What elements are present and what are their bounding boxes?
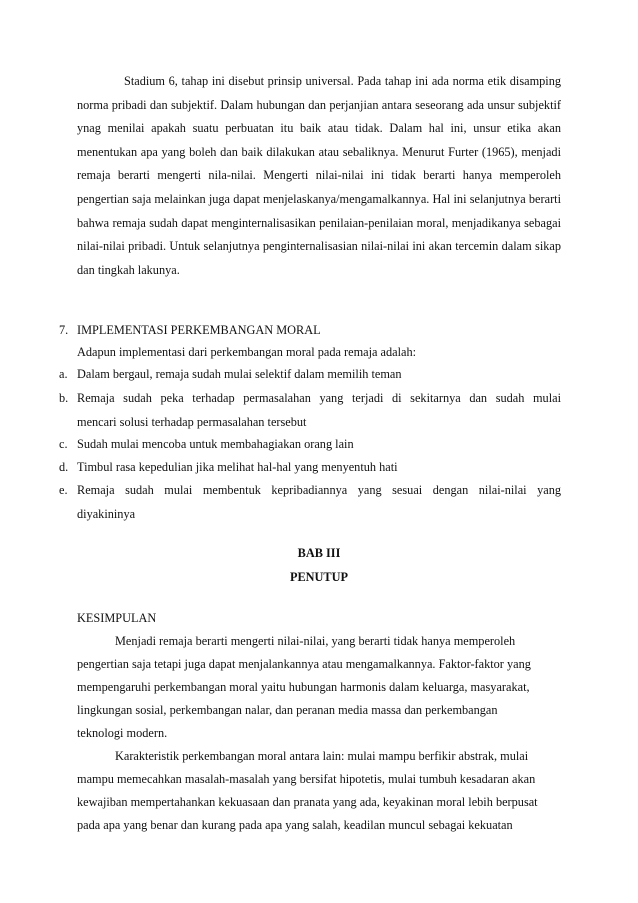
stadium-6-paragraph: Stadium 6, tahap ini disebut prinsip universal. Pada tahap ini ada norma etik disamping norma pribadi dan subjektif. Dalam hubungan dan perjanjian antara seseorang ada unsur subjektif ynag menilai apakah suatu perbuatan itu baik atau tidak. Dalam hal ini, unsur etika akan menentukan apa yang boleh dan baik dilakukan atau sebaliknya. Menurut Furter (1965), menjadi remaja berarti mengerti nila-nilai. Mengerti nilai-nilai ini tidak berarti hanya memperoleh pengertian saja melainkan juga dapat menjelaskanya/mengamalkannya. Hal ini selanjutnya berarti bahwa remaja sudah dapat menginternalisasikan penilaian-penilaian moral, menjadikanya sebagai nilai-nilai pribadi. Untuk selanjutnya penginternalisasian nilai-nilai ini akan tercemin dalam sikap dan tingkah lakunya. <box>77 74 561 277</box>
section-heading: IMPLEMENTASI PERKEMBANGAN MORAL <box>77 323 321 337</box>
section-intro: Adapun implementasi dari perkembangan moral pada remaja adalah: <box>77 345 417 359</box>
chapter-title: BAB III <box>297 546 341 560</box>
conclusion-line: pengertian saja tetapi juga dapat menjalankannya atau mengamalkannya. Faktor-faktor yang <box>77 657 531 671</box>
conclusion-line: kewajiban mempertahankan kekuasaan dan pranata yang ada, keyakinan moral lebih berpusat <box>77 795 538 809</box>
conclusion-line: teknologi modern. <box>77 726 168 740</box>
list-marker: c. <box>59 437 68 451</box>
section-number: 7. <box>59 323 69 337</box>
conclusion-line: mampu memecahkan masalah-masalah yang bersifat hipotetis, mulai tumbuh kesadaran akan <box>77 772 536 786</box>
list-item-continuation: diyakininya <box>77 507 136 521</box>
list-item-continuation: mencari solusi terhadap permasalahan tersebut <box>77 415 307 429</box>
list-item: Dalam bergaul, remaja sudah mulai selektif dalam memilih teman <box>77 367 402 381</box>
conclusion-line: mempengaruhi perkembangan moral yaitu hubungan harmonis dalam keluarga, masyarakat, <box>77 680 530 694</box>
list-marker: e. <box>59 483 68 497</box>
conclusion-line: Karakteristik perkembangan moral antara lain: mulai mampu berfikir abstrak, mulai <box>115 749 529 763</box>
list-marker: b. <box>59 391 69 405</box>
chapter-subtitle: PENUTUP <box>289 570 349 584</box>
conclusion-line: lingkungan sosial, perkembangan nalar, dan peranan media massa dan perkembangan <box>77 703 498 717</box>
list-marker: a. <box>59 367 68 381</box>
list-item: Sudah mulai mencoba untuk membahagiakan orang lain <box>77 437 354 451</box>
list-item: Remaja sudah mulai membentuk kepribadiannya yang sesuai dengan nilai-nilai yang <box>77 483 561 497</box>
list-item: Remaja sudah peka terhadap permasalahan yang terjadi di sekitarnya dan sudah mulai <box>77 391 561 405</box>
list-marker: d. <box>59 460 69 474</box>
list-item: Timbul rasa kepedulian jika melihat hal-hal yang menyentuh hati <box>77 460 398 474</box>
conclusion-heading: KESIMPULAN <box>77 611 157 625</box>
conclusion-line: Menjadi remaja berarti mengerti nilai-nilai, yang berarti tidak hanya memperoleh <box>115 634 516 648</box>
conclusion-line: pada apa yang benar dan kurang pada apa yang salah, keadilan muncul sebagai kekuatan <box>77 818 513 832</box>
